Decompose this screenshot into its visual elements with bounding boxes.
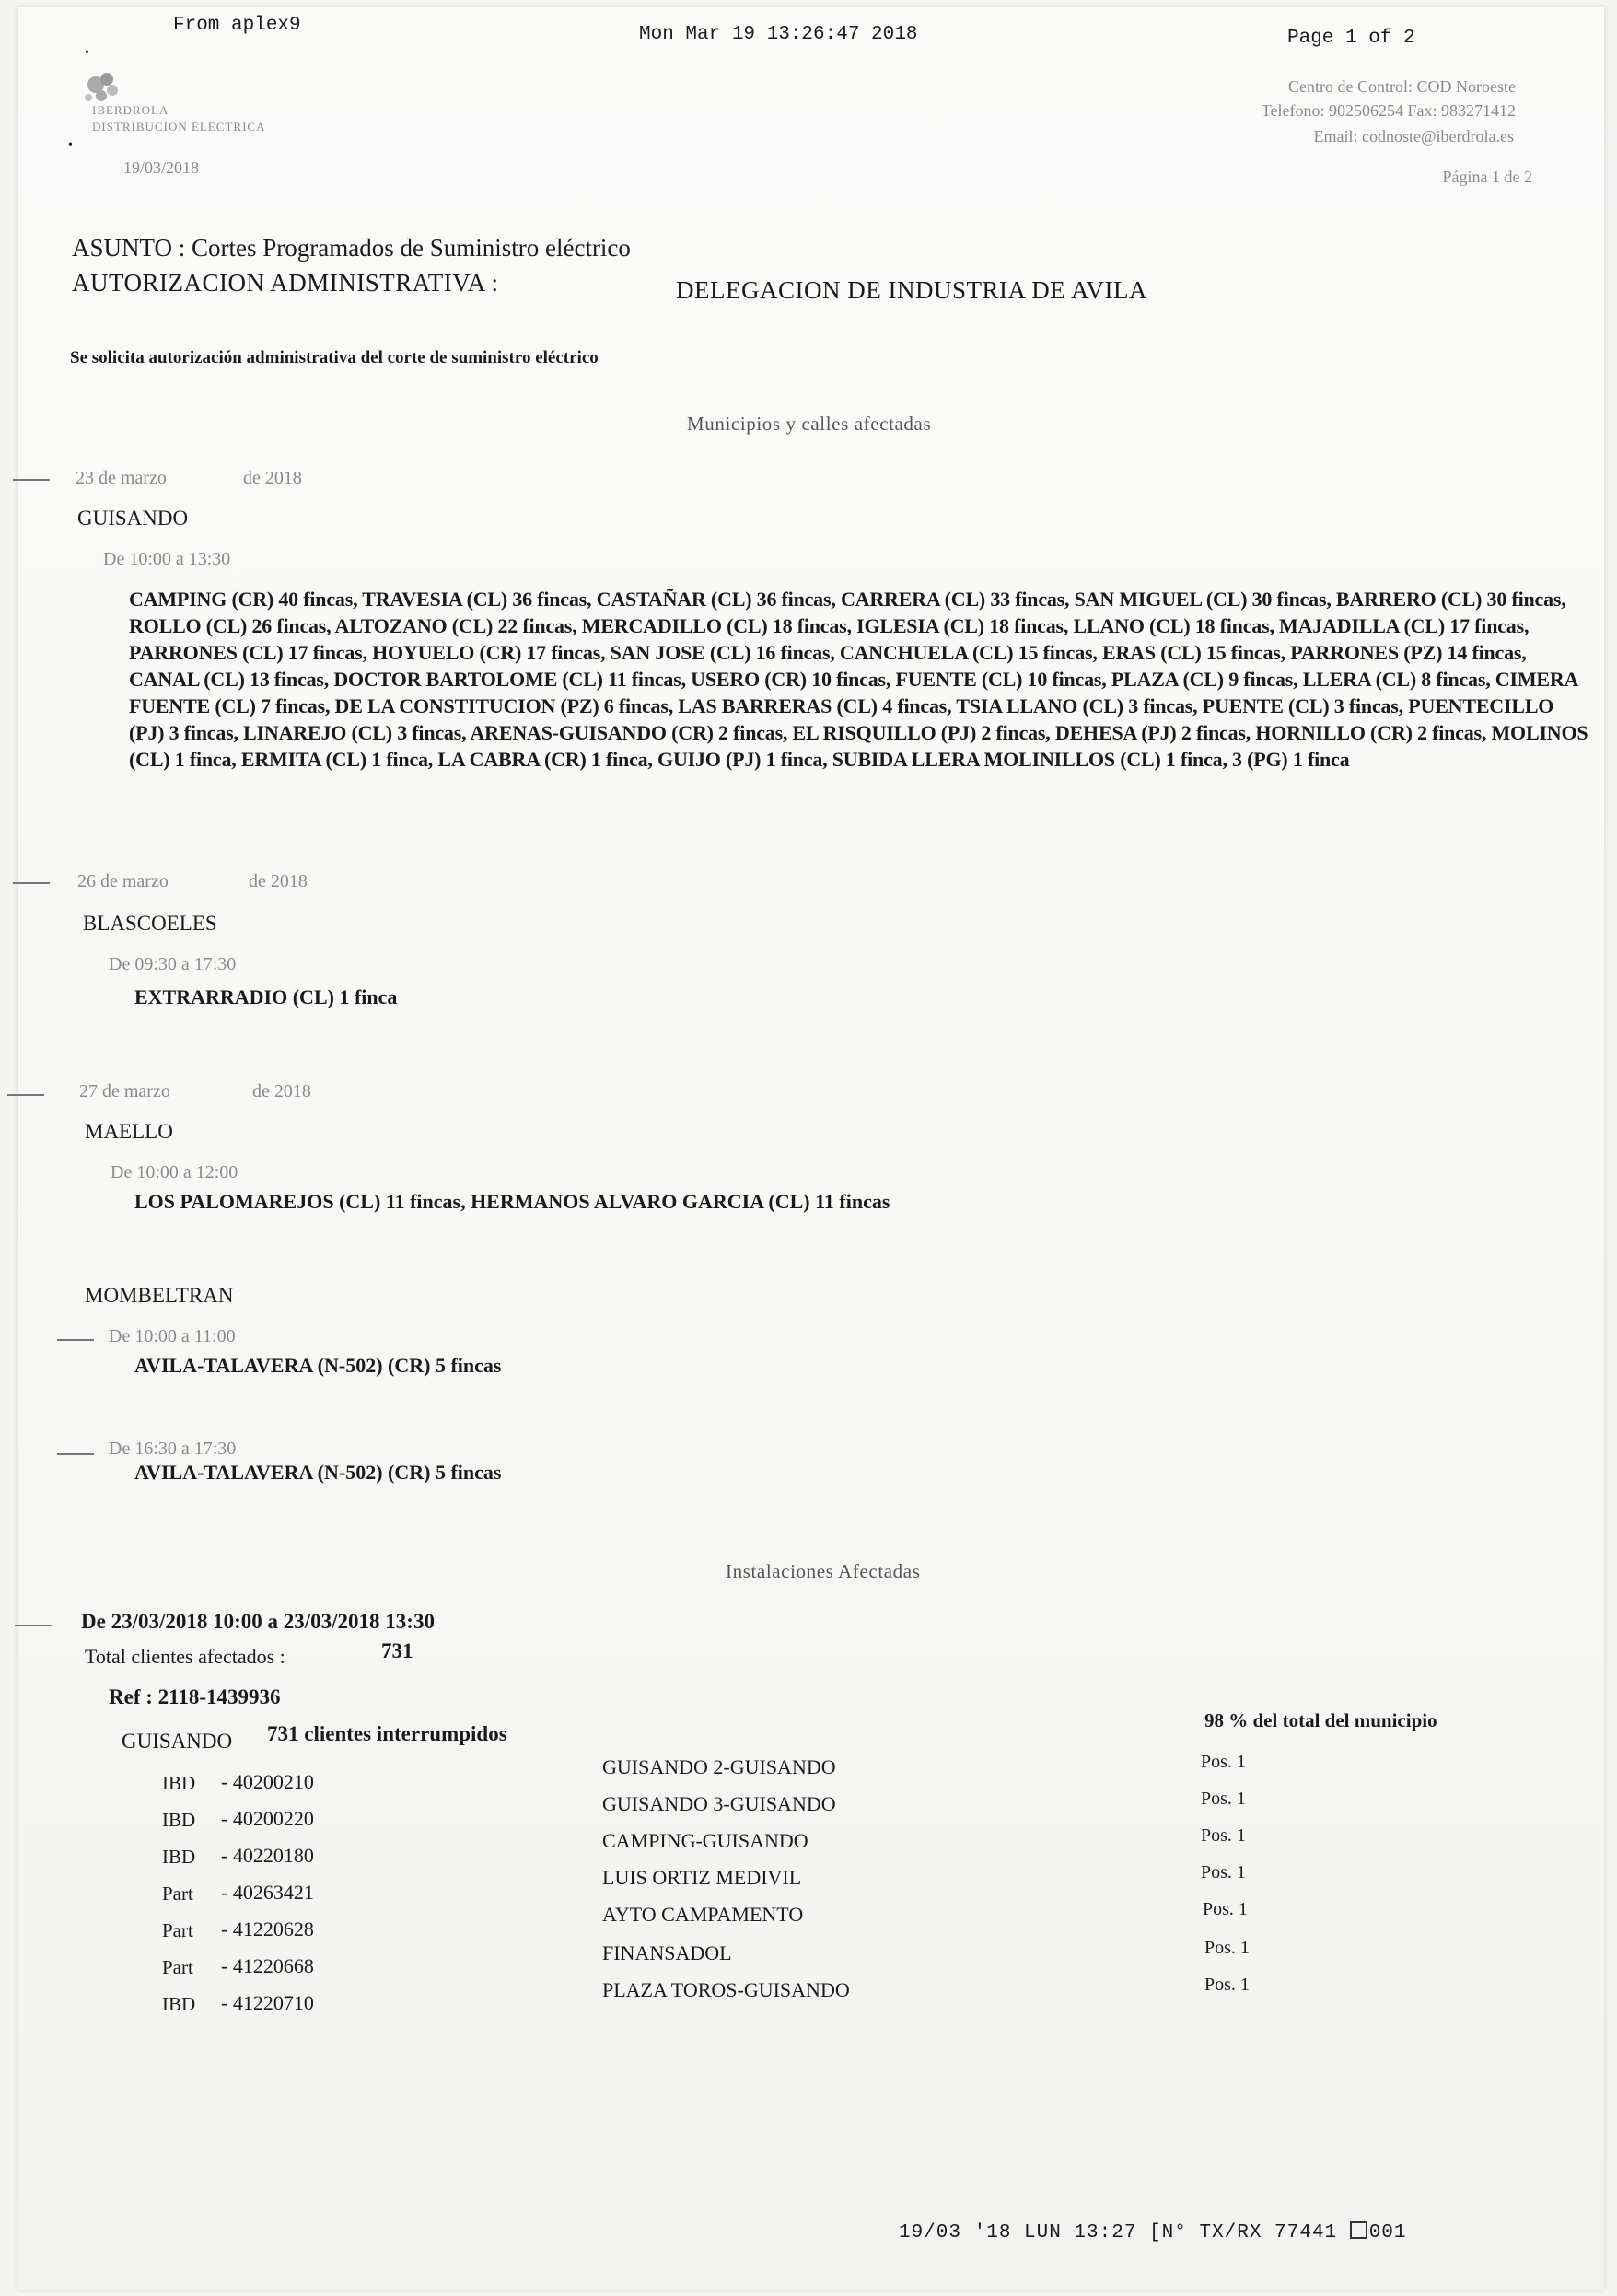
installation-pos: Pos. 1 xyxy=(1201,1752,1246,1772)
day-date: 26 de marzo xyxy=(77,871,169,892)
punch-mark: • xyxy=(85,46,89,60)
installation-town: GUISANDO xyxy=(122,1730,233,1753)
contact-phone: Telefono: 902506254 Fax: 983271412 xyxy=(1261,101,1516,120)
installation-pos: Pos. 1 xyxy=(1203,1899,1248,1919)
installation-pos: Pos. 1 xyxy=(1201,1862,1246,1882)
day-year: de 2018 xyxy=(243,468,302,488)
installation-type: IBD xyxy=(162,1846,196,1868)
installation-type: Part xyxy=(162,1919,193,1941)
request-text: Se solicita autorización administrativa del corte de suministro eléctrico xyxy=(70,348,599,367)
page-box-icon xyxy=(1350,2221,1367,2239)
subject-asunto: ASUNTO : Cortes Programados de Suministro eléctrico xyxy=(72,234,631,262)
installation-code: - 40220180 xyxy=(221,1844,314,1867)
affected-streets: EXTRARRADIO (CL) 1 finca xyxy=(134,985,398,1008)
day-year: de 2018 xyxy=(249,871,308,892)
reference: Ref : 2118-1439936 xyxy=(109,1685,281,1708)
margin-dash xyxy=(57,1339,94,1341)
installation-type: Part xyxy=(162,1956,193,1978)
company-name-line2: DISTRIBUCION ELECTRICA xyxy=(92,120,266,134)
authorization-value: DELEGACION DE INDUSTRIA DE AVILA xyxy=(676,276,1147,304)
margin-dash xyxy=(13,882,50,884)
time-range: De 16:30 a 17:30 xyxy=(109,1439,237,1459)
installation-code: - 41220668 xyxy=(221,1954,314,1977)
margin-dash xyxy=(13,479,50,481)
installation-type: IBD xyxy=(162,1809,196,1831)
affected-streets: LOS PALOMAREJOS (CL) 11 fincas, HERMANOS ALVARO GARCIA (CL) 11 fincas xyxy=(134,1190,890,1213)
company-date: 19/03/2018 xyxy=(123,158,200,177)
installation-name: CAMPING-GUISANDO xyxy=(602,1829,808,1852)
town-name: BLASCOELES xyxy=(83,912,217,935)
installation-type: IBD xyxy=(162,1772,196,1794)
installation-name: GUISANDO 3-GUISANDO xyxy=(602,1792,836,1815)
section-instalaciones-title: Instalaciones Afectadas xyxy=(726,1560,921,1582)
fax-footer xyxy=(899,2221,1407,2244)
installation-pos: Pos. 1 xyxy=(1201,1789,1246,1809)
fax-page: Page 1 of 2 xyxy=(1287,28,1415,49)
contact-page: Página 1 de 2 xyxy=(1442,168,1532,186)
day-date: 23 de marzo xyxy=(76,468,167,488)
punch-mark: • xyxy=(68,138,73,152)
total-clients-value: 731 xyxy=(381,1639,413,1662)
fax-datetime: Mon Mar 19 13:26:47 2018 xyxy=(639,24,918,45)
total-clients-label: Total clientes afectados : xyxy=(85,1645,285,1668)
fax-page-number: 001 xyxy=(1368,2222,1407,2244)
clients-interrupted: 731 clientes interrumpidos xyxy=(267,1722,507,1745)
affected-streets: AVILA-TALAVERA (N-502) (CR) 5 fincas xyxy=(134,1354,502,1377)
company-name-line1: IBERDROLA xyxy=(92,103,169,117)
affected-streets: AVILA-TALAVERA (N-502) (CR) 5 fincas xyxy=(134,1461,502,1484)
time-range: De 10:00 a 13:30 xyxy=(103,549,231,569)
installation-pos: Pos. 1 xyxy=(1201,1825,1246,1846)
installation-name: FINANSADOL xyxy=(602,1941,732,1964)
installation-name: GUISANDO 2-GUISANDO xyxy=(602,1755,836,1778)
fax-from: From aplex9 xyxy=(173,15,301,36)
margin-dash xyxy=(15,1625,52,1626)
time-range: De 10:00 a 12:00 xyxy=(111,1162,238,1183)
town-name: MAELLO xyxy=(85,1120,173,1143)
installation-name: AYTO CAMPAMENTO xyxy=(602,1903,804,1926)
installation-code: - 41220710 xyxy=(221,1991,314,2014)
town-name: GUISANDO xyxy=(77,507,189,530)
day-date: 27 de marzo xyxy=(79,1081,170,1101)
installation-code: - 40200220 xyxy=(221,1807,314,1830)
installation-period: De 23/03/2018 10:00 a 23/03/2018 13:30 xyxy=(81,1610,435,1633)
affected-streets: CAMPING (CR) 40 fincas, TRAVESIA (CL) 36 fincas, CASTAÑAR (CL) 36 fincas, CARRERA (CL) 33 fincas, SAN MIGUEL (CL) 30 fincas, BARRERO (CL) 30 fincas, ROLLO (CL) 26 fincas, ALTOZANO (CL) 22 fincas, MERCADILLO (CL) 18 fincas, IGLESIA (CL) 18 fincas, LLANO (CL) 18 fincas, MAJADILLA (CL) 17 fincas, PARRONES (CL) 17 fincas, HOYUELO (CR) 17 fincas, SAN JOSE (CL) 16 fincas, CANCHUELA (CL) 15 fincas, ERAS (CL) 15 fincas, PARRONES (PZ) 14 fincas, CANAL (CL) 13 fincas, DOCTOR BARTOLOME (CL) 11 fincas, USERO (CR) 10 fincas, FUENTE (CL) 10 fincas, PLAZA (CL) 9 fincas, LLERA (CL) 8 fincas, CIMERA FUENTE (CL) 7 fincas, DE LA CONSTITUCION (PZ) 6 fincas, LAS BARRERAS (CL) 4 fincas, TSIA LLANO (CL) 3 fincas, PUENTE (CL) 3 fincas, PUENTECILLO (PJ) 3 fincas, LINAREJO (CL) 3 fincas, ARENAS-GUISANDO (CR) 2 fincas, EL RISQUILLO (PJ) 2 fincas, DEHESA (PJ) 2 fincas, HORNILLO (CR) 2 fincas, MOLINOS (CL) 1 finca, ERMITA (CL) 1 finca, LA CABRA (CR) 1 finca, GUIJO (PJ) 1 finca, SUBIDA LLERA MOLINILLOS (CL) 1 finca, 3 (PG) 1 finca xyxy=(129,588,1588,771)
time-range: De 10:00 a 11:00 xyxy=(109,1326,236,1346)
day-year: de 2018 xyxy=(252,1081,311,1101)
installation-type: IBD xyxy=(162,1993,196,2015)
municipality-percent: 98 % del total del municipio xyxy=(1204,1709,1437,1731)
margin-dash xyxy=(57,1453,94,1455)
contact-center: Centro de Control: COD Noroeste xyxy=(1288,77,1516,96)
installation-name: LUIS ORTIZ MEDIVIL xyxy=(602,1866,802,1889)
installation-code: - 40200210 xyxy=(221,1770,314,1793)
authorization-label: AUTORIZACION ADMINISTRATIVA : xyxy=(72,269,499,297)
installation-type: Part xyxy=(162,1882,193,1905)
contact-email: Email: codnoste@iberdrola.es xyxy=(1313,127,1514,146)
town-name: MOMBELTRAN xyxy=(85,1284,234,1307)
margin-dash xyxy=(7,1094,44,1096)
section-municipios-title: Municipios y calles afectadas xyxy=(687,413,932,435)
time-range: De 09:30 a 17:30 xyxy=(109,954,237,974)
installation-code: - 40263421 xyxy=(221,1881,314,1904)
installation-pos: Pos. 1 xyxy=(1204,1975,1250,1995)
installation-code: - 41220628 xyxy=(221,1917,314,1941)
fax-footer-text: 19/03 '18 LUN 13:27 [N° TX/RX 77441 xyxy=(899,2222,1338,2244)
installation-pos: Pos. 1 xyxy=(1204,1938,1250,1958)
installation-name: PLAZA TOROS-GUISANDO xyxy=(602,1978,850,2001)
